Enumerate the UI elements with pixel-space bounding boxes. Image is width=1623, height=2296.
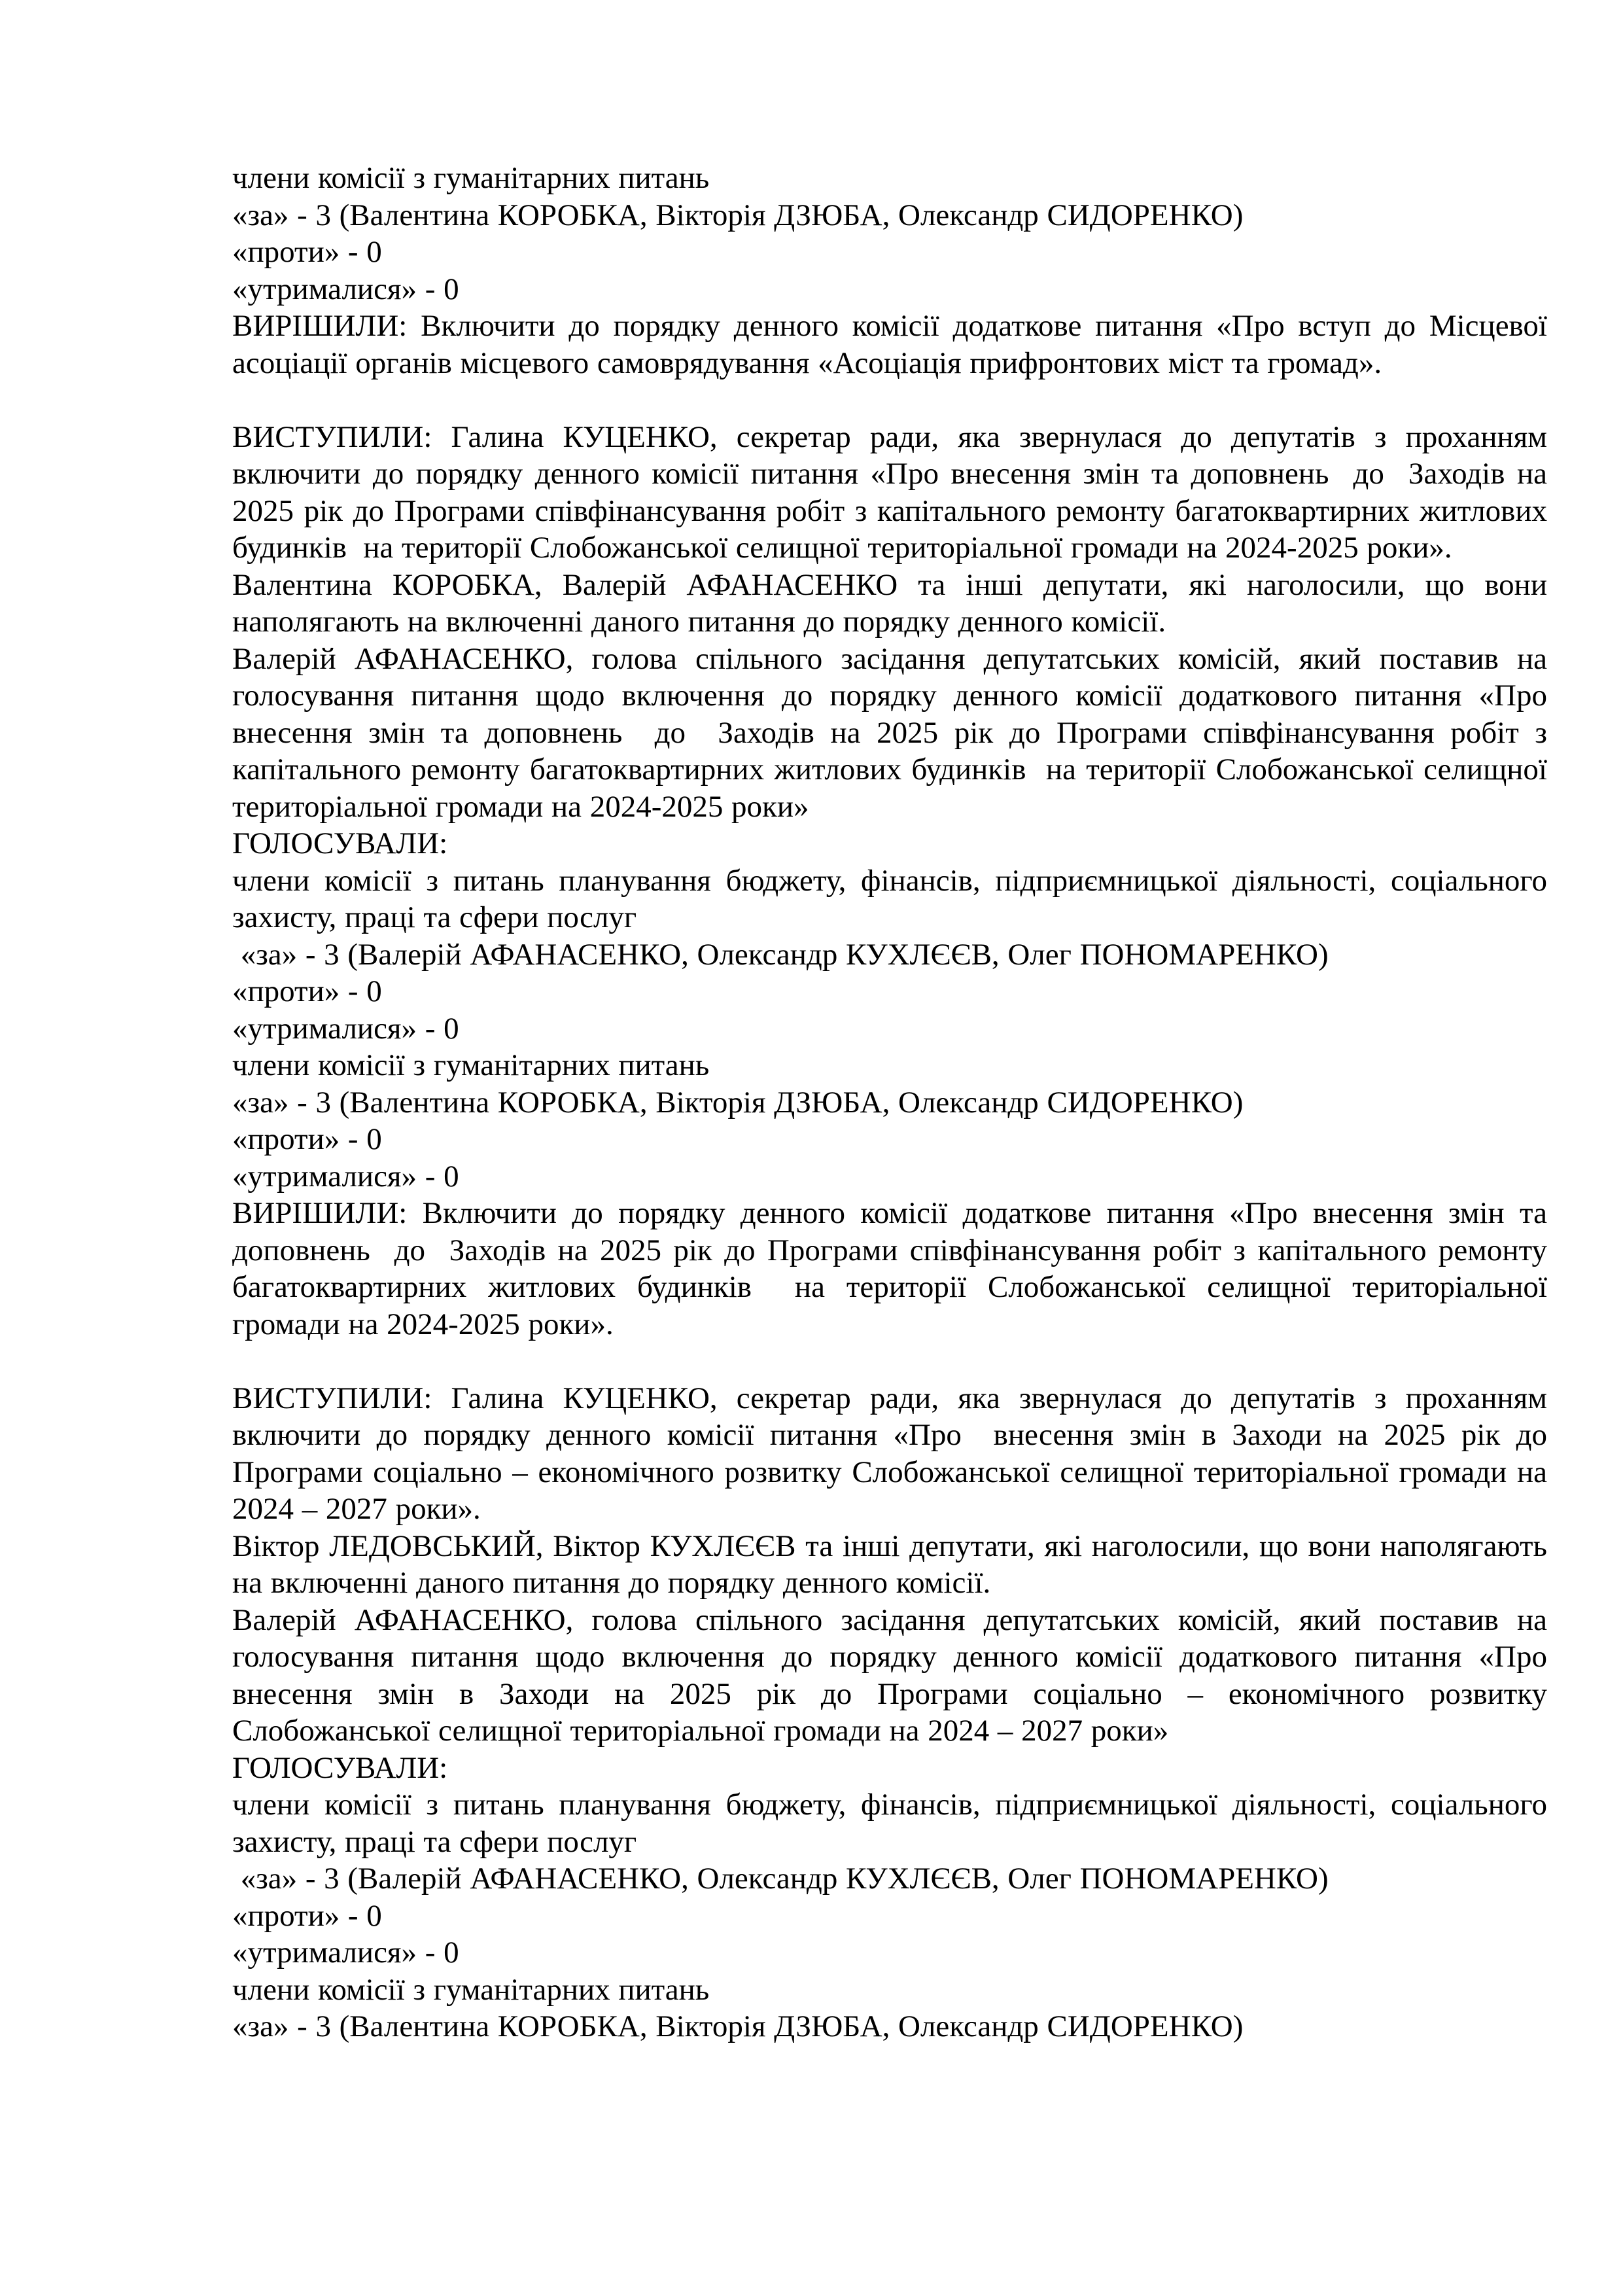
paragraph: «за» - 3 (Валентина КОРОБКА, Вікторія ДЗЮБА, Олександр СИДОРЕНКО): [232, 1085, 1244, 1120]
paragraph: Віктор ЛЕДОВСЬКИЙ, Віктор КУХЛЄЄВ та інші депутати, які наголосили, що вони наполягають на включенні даного питання до порядку денного комісії.: [232, 1528, 1556, 1600]
paragraph: члени комісії з гуманітарних питань: [232, 1048, 710, 1082]
paragraph: ГОЛОСУВАЛИ:: [232, 1750, 448, 1785]
paragraph: члени комісії з питань планування бюджету, фінансів, підприємницької діяльності, соціального захисту, праці та сфери послуг: [232, 863, 1556, 934]
paragraph: «за» - 3 (Валентина КОРОБКА, Вікторія ДЗЮБА, Олександр СИДОРЕНКО): [232, 2009, 1244, 2043]
paragraph: Валерій АФАНАСЕНКО, голова спільного засідання депутатських комісій, який поставив на голосування питання щодо включення до порядку денного комісії додаткового питання «Про внесення змін та доповнень до Заходів на 2025 рік до Програми співфінансування робіт з капітального ремонту багатоквартирних житлових будинків на території Слобожанської селищної територіальної громади на 2024-2025 роки»: [232, 641, 1556, 824]
paragraph: ВИРІШИЛИ: Включити до порядку денного комісії додаткове питання «Про вступ до Місцевої асоціації органів місцевого самоврядування «Асоціація прифронтових міст та громад».: [232, 309, 1556, 380]
paragraph: ВИРІШИЛИ: Включити до порядку денного комісії додаткове питання «Про внесення змін та доповнень до Заходів на 2025 рік до Програми співфінансування робіт з капітального ремонту багатоквартирних житлових будинків на території Слобожанської селищної територіальної громади на 2024-2025 роки».: [232, 1196, 1556, 1341]
blank-line: [232, 381, 1547, 419]
paragraph: члени комісії з питань планування бюджету, фінансів, підприємницької діяльності, соціального захисту, праці та сфери послуг: [232, 1788, 1556, 1859]
paragraph: «утрималися» - 0: [232, 1159, 459, 1193]
paragraph: «за» - 3 (Валентина КОРОБКА, Вікторія ДЗЮБА, Олександр СИДОРЕНКО): [232, 198, 1244, 232]
paragraph: «утрималися» - 0: [232, 1935, 459, 1969]
paragraph: «проти» - 0: [232, 1898, 382, 1933]
paragraph: «утрималися» - 0: [232, 1011, 459, 1046]
paragraph: «проти» - 0: [232, 235, 382, 269]
paragraph: «утрималися» - 0: [232, 272, 459, 306]
blank-line: [232, 1343, 1547, 1380]
paragraph: члени комісії з гуманітарних питань: [232, 1972, 710, 2007]
paragraph: ГОЛОСУВАЛИ:: [232, 826, 448, 860]
paragraph: Валерій АФАНАСЕНКО, голова спільного засідання депутатських комісій, який поставив на голосування питання щодо включення до порядку денного комісії додаткового питання «Про внесення змін в Заходи на 2025 рік до Програми соціально – економічного розвитку Слобожанської селищної територіальної громади на 2024 – 2027 роки»: [232, 1602, 1556, 1748]
paragraph: «за» - 3 (Валерій АФАНАСЕНКО, Олександр КУХЛЄЄВ, Олег ПОНОМАРЕНКО): [232, 937, 1329, 972]
paragraph: «за» - 3 (Валерій АФАНАСЕНКО, Олександр КУХЛЄЄВ, Олег ПОНОМАРЕНКО): [232, 1862, 1329, 1896]
paragraph: Валентина КОРОБКА, Валерій АФАНАСЕНКО та інші депутати, які наголосили, що вони наполягають на включенні даного питання до порядку денного комісії.: [232, 567, 1556, 639]
paragraph: ВИСТУПИЛИ: Галина КУЦЕНКО, секретар ради, яка звернулася до депутатів з проханням включити до порядку денного комісії питання «Про внесення змін в Заходи на 2025 рік до Програми соціально – економічного розвитку Слобожанської селищної територіальної громади на 2024 – 2027 роки».: [232, 1381, 1556, 1526]
paragraph: «проти» - 0: [232, 1122, 382, 1156]
paragraph: «проти» - 0: [232, 974, 382, 1008]
paragraph: ВИСТУПИЛИ: Галина КУЦЕНКО, секретар ради, яка звернулася до депутатів з проханням включити до порядку денного комісії питання «Про внесення змін та доповнень до Заходів на 2025 рік до Програми співфінансування робіт з капітального ремонту багатоквартирних житлових будинків на території Слобожанської селищної територіальної громади на 2024-2025 роки».: [232, 419, 1556, 565]
document-text-block: [232, 160, 1556, 2045]
paragraph: члени комісії з гуманітарних питань: [232, 161, 710, 195]
